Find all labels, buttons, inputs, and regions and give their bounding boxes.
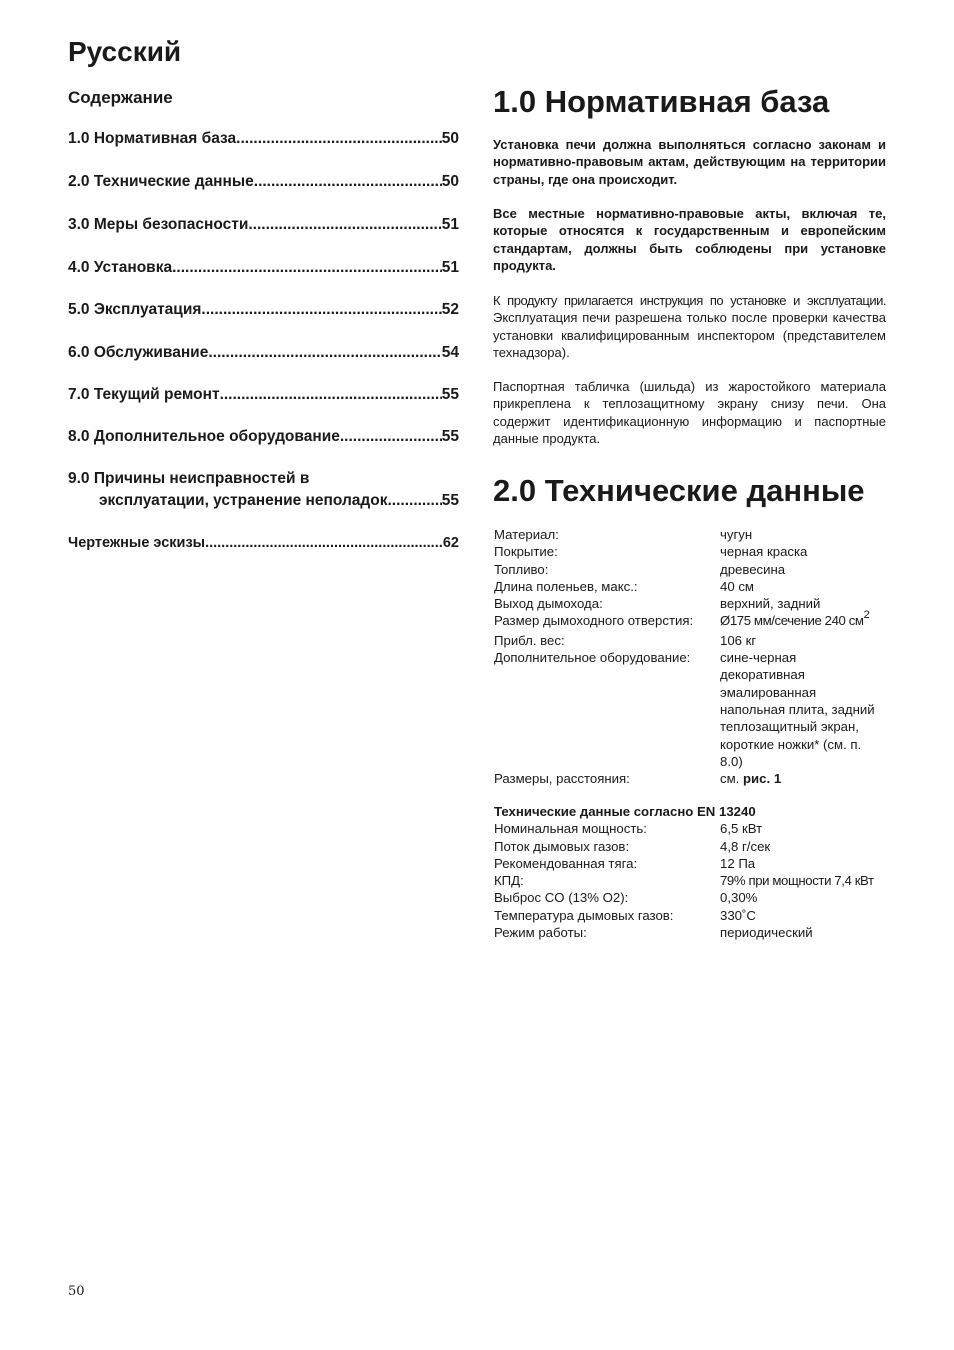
spec-key: Покрытие:: [494, 544, 558, 560]
figure-reference: рис. 1: [743, 771, 782, 787]
toc-item[interactable]: [68, 128, 459, 150]
toc-item-label: 4.0 Установка: [68, 259, 173, 276]
toc-item-label: 2.0 Технические данные: [68, 173, 254, 190]
section-1-paragraph: К продукту прилагается инструкция по установке и эксплуатации. Эксплуатация печи разрешена только после проверки качества установки квалифицированным инспектором (представителем технадзора).: [493, 293, 886, 360]
spec-value: 106 кг: [720, 632, 757, 648]
spec-key: Выброс CO (13% O2):: [494, 890, 629, 906]
spec-key: Температура дымовых газов:: [494, 907, 674, 923]
spec-row: [494, 889, 894, 906]
toc-item-page: 50: [441, 173, 459, 190]
section-1-title: 1.0 Нормативная база: [493, 84, 830, 119]
toc-item-label: 3.0 Меры безопасности: [68, 216, 249, 233]
toc-item[interactable]: [68, 214, 459, 236]
spec-value: верхний, задний: [720, 596, 821, 612]
spec-key: Номинальная мощность:: [494, 821, 647, 837]
spec-value: 330˚C: [720, 907, 756, 923]
section-1-paragraph: Все местные нормативно-правовые акты, включая те, которые относятся к государственным и европейским стандартам, должны быть соблюдены при установке продукта.: [493, 206, 886, 273]
spec-row: [494, 838, 894, 855]
spec-row: [494, 872, 894, 889]
spec-value: 12 Па: [720, 855, 756, 871]
spec-value: 40 см: [720, 578, 754, 594]
toc-item-page: 52: [441, 301, 459, 318]
spec-row: [494, 561, 894, 578]
toc-item-label: 5.0 Эксплуатация: [68, 301, 202, 318]
toc-heading: Содержание: [68, 88, 173, 107]
toc-item-label-line1: 9.0 Причины неисправностей в: [68, 470, 310, 487]
language-title: Русский: [68, 36, 182, 67]
toc-item-page: 54: [441, 344, 459, 361]
toc-item[interactable]: [68, 257, 459, 279]
toc-item-page: 55: [441, 386, 459, 403]
spec-row: [494, 649, 894, 770]
toc-item-page: 51: [441, 259, 459, 276]
spec-value: Ø175 мм/сечение 240 $см^2$: [720, 609, 870, 629]
spec-row: [494, 543, 894, 560]
toc-item-label: 7.0 Текущий ремонт: [68, 386, 220, 403]
toc-item-label: Чертежные эскизы: [68, 535, 206, 551]
spec-key: Режим работы:: [494, 925, 587, 941]
spec-row: [494, 578, 894, 595]
spec-value: периодический: [720, 925, 813, 941]
spec-key: Топливо:: [494, 561, 549, 577]
toc-item[interactable]: [68, 426, 459, 448]
spec-value: чугун: [720, 527, 753, 542]
section-1-paragraph: Установка печи должна выполняться согласно законам и нормативно-правовым актам, действующим на территории страны, где она происходит.: [493, 137, 886, 187]
page-number: 50: [68, 1284, 85, 1299]
spec-row: [494, 632, 894, 649]
toc-item-page: 55: [441, 492, 459, 509]
toc-item-label: 1.0 Нормативная база: [68, 130, 237, 147]
toc-item-label: 8.0 Дополнительное оборудование: [68, 428, 340, 445]
en-spec-title: Технические данные согласно EN 13240: [494, 804, 756, 819]
spec-key: Дополнительное оборудование:: [494, 650, 691, 666]
spec-value: 6,5 кВт: [720, 821, 763, 837]
spec-value: сине-черная декоративная эмалированная напольная плита, задний теплозащитный экран, короткие ножки* (см. п. 8.0): [720, 650, 875, 769]
superscript: 2: [863, 609, 870, 622]
toc-item[interactable]: [68, 299, 459, 321]
spec-key: Прибл. вес:: [494, 632, 565, 648]
toc-item[interactable]: [68, 532, 459, 554]
spec-value: см. рис. 1: [720, 771, 782, 787]
toc-item[interactable]: [68, 171, 459, 193]
spec-key: Поток дымовых газов:: [494, 838, 630, 854]
toc-item-label-line2: эксплуатации, устранение неполадок: [99, 492, 388, 509]
spec-row: [494, 820, 894, 837]
toc-item[interactable]: [68, 468, 459, 512]
toc-item-page: 51: [441, 216, 459, 233]
spec-key: Рекомендованная тяга:: [494, 855, 638, 871]
section-1-paragraph: Паспортная табличка (шильда) из жаростойкого материала прикреплена к теплозащитному экрану снизу печи. Она содержит идентификационную информацию и паспортные данные продукта.: [493, 379, 886, 446]
toc-item-label: 6.0 Обслуживание: [68, 344, 209, 361]
spec-row: [494, 526, 894, 543]
spec-row: [494, 595, 894, 612]
section-2-title: 2.0 Технические данные: [493, 473, 865, 508]
spec-value: 4,8 г/сек: [720, 838, 771, 854]
toc-item[interactable]: [68, 342, 459, 364]
spec-key: Размер дымоходного отверстия:: [494, 613, 694, 629]
spec-row: [494, 907, 894, 924]
spec-key: Материал:: [494, 527, 559, 542]
toc-item-page: 62: [442, 535, 459, 551]
spec-row: [494, 924, 894, 941]
toc-item-page: 50: [441, 130, 459, 147]
en-spec-table: [494, 803, 894, 941]
spec-key: Выход дымохода:: [494, 596, 603, 612]
spec-key: КПД:: [494, 873, 524, 889]
spec-key: Размеры, расстояния:: [494, 771, 630, 787]
spec-value: черная краска: [720, 544, 808, 560]
toc-item-page: 55: [441, 428, 459, 445]
spec-value: 79% при мощности 7,4 кВт: [720, 873, 874, 889]
spec-table: [494, 526, 894, 787]
spec-value: древесина: [720, 561, 786, 577]
spec-value: 0,30%: [720, 890, 758, 906]
spec-key: Длина поленьев, макс.:: [494, 578, 638, 594]
toc-item[interactable]: [68, 384, 459, 406]
spec-row: [494, 855, 894, 872]
spec-row: [494, 609, 894, 631]
spec-row: [494, 770, 894, 787]
